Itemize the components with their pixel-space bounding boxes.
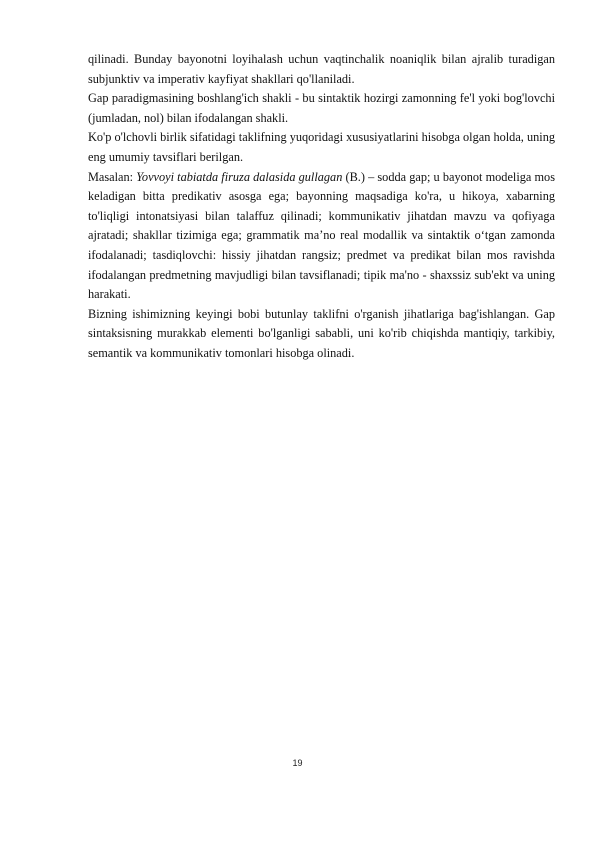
example-analysis: (B.) – sodda gap; u bayonot modeliga mos keladigan bitta predikativ asosga ega; bayonning maqsadiga ko'ra, u hikoya, xabarning to'liqligi intonatsiyasi bilan talaffuz qilinadi; kommunikativ jihatdan mavzu va qofiyaga ajratadi; shakllar tizimiga ega; grammatik ma’no real modallik va sintaktik o‘tgan zamonda ifodalanadi; tasdiqlovchi: hissiy jihatdan rangsiz; predmet va predikat bilan mos ravishda ifodalangan predmetning mavjudligi bilan tavsiflanadi; tipik ma'no - shaxssiz sub'ekt va uning harakati. <box>88 169 555 302</box>
paragraph-2: Gap paradigmasining boshlang'ich shakli - bu sintaktik hozirgi zamonning fe'l yoki bog'lovchi (jumladan, nol) bilan ifodalangan shakli. <box>88 91 555 125</box>
paragraph-1: qilinadi. Bunday bayonotni loyihalash uchun vaqtinchalik noaniqlik bilan ajralib turadigan subjunktiv va imperativ kayfiyat shakllari qo'llaniladi. <box>88 52 555 86</box>
example-label: Masalan: <box>88 169 137 184</box>
page-number: 19 <box>292 758 303 768</box>
example-sentence: Yovvoyi tabiatda firuza dalasida gullagan <box>136 169 343 184</box>
paragraph-4 <box>88 168 555 305</box>
paragraph-5: Bizning ishimizning keyingi bobi butunlay taklifni o'rganish jihatlariga bag'ishlangan. Gap sintaksisning murakkab elementi bo'lganligi sababli, uni ko'rib chiqishda mantiqiy, tarkibiy, semantik va kommunikativ tomonlari hisobga olinadi. <box>88 306 555 360</box>
paragraph-3: Ko'p o'lchovli birlik sifatidagi taklifning yuqoridagi xususiyatlarini hisobga olgan holda, uning eng umumiy tavsiflari berilgan. <box>88 130 555 164</box>
body-text <box>88 50 555 364</box>
